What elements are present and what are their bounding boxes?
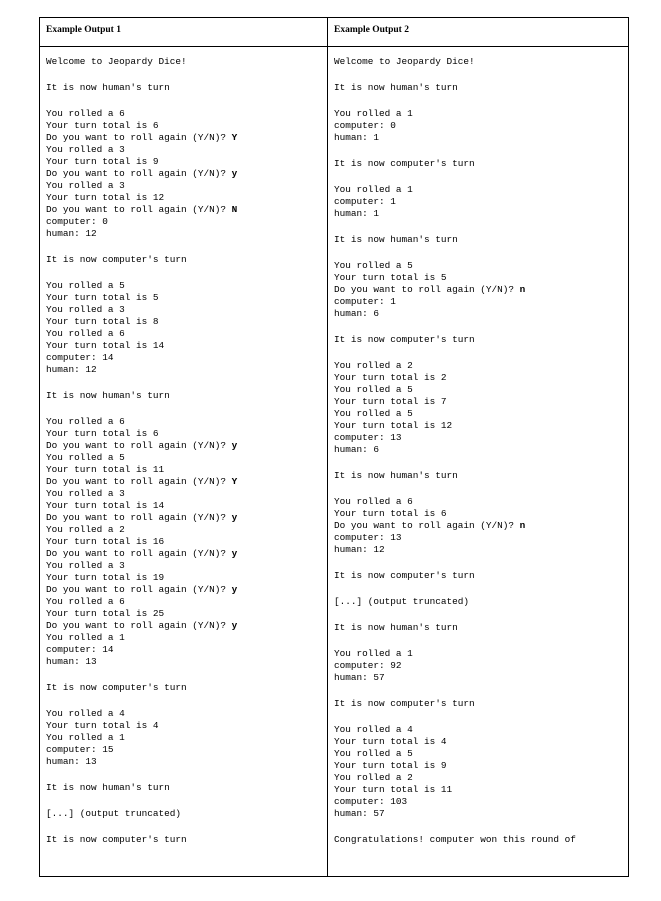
console-line — [46, 120, 327, 132]
console-text: It is now computer's turn — [334, 570, 475, 581]
console-line — [46, 584, 327, 596]
console-line — [46, 304, 327, 316]
console-line — [334, 470, 628, 482]
console-line — [46, 452, 327, 464]
console-text: human: 1 — [334, 132, 380, 143]
blank-line — [334, 94, 628, 108]
blank-line — [334, 634, 628, 648]
console-line — [46, 216, 327, 228]
console-text: Your turn total is 16 — [46, 536, 165, 547]
console-text: Do you want to roll again (Y/N)? — [46, 476, 232, 487]
console-text: human: 12 — [46, 364, 97, 375]
console-text: Your turn total is 14 — [46, 340, 165, 351]
user-input-text: y — [231, 440, 238, 451]
console-text: It is now computer's turn — [334, 698, 475, 709]
console-line — [334, 360, 628, 372]
console-line — [46, 156, 327, 168]
console-line — [46, 782, 327, 794]
console-line — [46, 390, 327, 402]
user-input-text: N — [231, 204, 238, 215]
console-line — [46, 204, 327, 216]
console-text: Do you want to roll again (Y/N)? — [46, 548, 232, 559]
user-input-text: n — [519, 520, 526, 531]
console-line — [334, 622, 628, 634]
console-line — [46, 644, 327, 656]
console-text: You rolled a 3 — [46, 304, 125, 315]
console-line — [334, 660, 628, 672]
example-output-1-console — [40, 47, 328, 876]
blank-line — [334, 710, 628, 724]
console-text: You rolled a 5 — [334, 260, 413, 271]
console-line — [334, 698, 628, 710]
console-text: Your turn total is 19 — [46, 572, 165, 583]
console-text: Your turn total is 4 — [334, 736, 447, 747]
console-text: It is now human's turn — [46, 782, 170, 793]
console-line — [334, 196, 628, 208]
example-output-2-console — [328, 47, 628, 876]
console-text: You rolled a 5 — [334, 408, 413, 419]
console-text: You rolled a 1 — [334, 184, 413, 195]
console-line — [46, 488, 327, 500]
console-line — [334, 132, 628, 144]
console-line — [334, 808, 628, 820]
console-text: human: 12 — [46, 228, 97, 239]
console-line — [46, 682, 327, 694]
console-line — [334, 296, 628, 308]
console-line — [334, 158, 628, 170]
console-line — [46, 608, 327, 620]
blank-line — [46, 820, 327, 834]
blank-line — [334, 246, 628, 260]
console-line — [334, 520, 628, 532]
console-text: It is now human's turn — [46, 82, 170, 93]
console-text: You rolled a 6 — [46, 416, 125, 427]
console-line — [46, 632, 327, 644]
console-line — [46, 572, 327, 584]
console-line — [46, 512, 327, 524]
console-line — [334, 648, 628, 660]
console-text: It is now human's turn — [334, 234, 458, 245]
console-text: [...] (output truncated) — [46, 808, 182, 819]
console-text: Your turn total is 6 — [334, 508, 447, 519]
console-text: You rolled a 3 — [46, 560, 125, 571]
console-text: Do you want to roll again (Y/N)? — [334, 520, 520, 531]
console-line — [46, 280, 327, 292]
console-text: You rolled a 5 — [334, 384, 413, 395]
console-text: Your turn total is 5 — [334, 272, 447, 283]
console-text: You rolled a 5 — [46, 452, 125, 463]
console-text: You rolled a 2 — [334, 360, 413, 371]
console-line — [334, 308, 628, 320]
console-line — [334, 82, 628, 94]
console-line — [334, 532, 628, 544]
blank-line — [46, 694, 327, 708]
console-text: You rolled a 5 — [46, 280, 125, 291]
blank-line — [46, 68, 327, 82]
console-text: Your turn total is 6 — [46, 120, 159, 131]
console-text: human: 13 — [46, 656, 97, 667]
console-line — [46, 254, 327, 266]
console-line — [46, 168, 327, 180]
console-line — [334, 234, 628, 246]
console-line — [46, 560, 327, 572]
header-example-output-1: Example Output 1 — [40, 18, 328, 46]
console-text: Your turn total is 7 — [334, 396, 447, 407]
console-text: You rolled a 6 — [46, 108, 125, 119]
console-text: You rolled a 3 — [46, 488, 125, 499]
example-output-table — [39, 17, 629, 877]
console-line — [46, 340, 327, 352]
console-line — [46, 192, 327, 204]
blank-line — [334, 820, 628, 834]
console-line — [46, 476, 327, 488]
console-line — [46, 656, 327, 668]
console-text: computer: 1 — [334, 296, 396, 307]
console-line — [334, 444, 628, 456]
console-line — [334, 544, 628, 556]
console-line — [46, 500, 327, 512]
console-text: It is now human's turn — [46, 390, 170, 401]
console-text: You rolled a 4 — [334, 724, 413, 735]
blank-line — [334, 320, 628, 334]
console-line — [46, 316, 327, 328]
console-text: computer: 0 — [46, 216, 108, 227]
console-text: human: 57 — [334, 808, 385, 819]
console-text: Your turn total is 8 — [46, 316, 159, 327]
console-text: human: 6 — [334, 444, 380, 455]
table-header-row — [40, 18, 628, 47]
console-text: You rolled a 6 — [46, 328, 125, 339]
blank-line — [46, 668, 327, 682]
console-text: You rolled a 6 — [334, 496, 413, 507]
console-line — [46, 428, 327, 440]
console-text: Do you want to roll again (Y/N)? — [46, 584, 232, 595]
console-text: It is now human's turn — [334, 470, 458, 481]
console-line — [334, 736, 628, 748]
console-text: Your turn total is 11 — [334, 784, 453, 795]
console-text: You rolled a 2 — [334, 772, 413, 783]
blank-line — [334, 608, 628, 622]
console-text: You rolled a 1 — [334, 648, 413, 659]
console-line — [334, 408, 628, 420]
console-text: It is now human's turn — [334, 622, 458, 633]
console-text: Do you want to roll again (Y/N)? — [46, 204, 232, 215]
console-line — [334, 596, 628, 608]
blank-line — [46, 94, 327, 108]
console-line — [334, 796, 628, 808]
console-line — [46, 536, 327, 548]
console-line — [46, 464, 327, 476]
console-text: human: 6 — [334, 308, 380, 319]
console-text: It is now computer's turn — [334, 334, 475, 345]
user-input-text: y — [231, 168, 238, 179]
console-line — [334, 672, 628, 684]
console-text: Your turn total is 9 — [46, 156, 159, 167]
console-text: You rolled a 3 — [46, 144, 125, 155]
blank-line — [334, 220, 628, 234]
console-text: You rolled a 2 — [46, 524, 125, 535]
console-text: You rolled a 3 — [46, 180, 125, 191]
console-line — [334, 834, 628, 846]
console-text: human: 12 — [334, 544, 385, 555]
blank-line — [46, 402, 327, 416]
console-line — [46, 720, 327, 732]
console-line — [334, 760, 628, 772]
blank-line — [46, 768, 327, 782]
user-input-text: y — [231, 620, 238, 631]
console-line — [334, 108, 628, 120]
console-line — [334, 384, 628, 396]
console-text: It is now computer's turn — [46, 834, 187, 845]
console-text: Do you want to roll again (Y/N)? — [46, 168, 232, 179]
user-input-text: y — [231, 512, 238, 523]
user-input-text: Y — [231, 132, 238, 143]
console-text: It is now human's turn — [334, 82, 458, 93]
console-line — [334, 496, 628, 508]
blank-line — [334, 482, 628, 496]
console-text: computer: 103 — [334, 796, 408, 807]
console-line — [46, 108, 327, 120]
console-line — [334, 748, 628, 760]
console-text: Welcome to Jeopardy Dice! — [334, 56, 475, 67]
console-line — [334, 570, 628, 582]
console-text: Your turn total is 4 — [46, 720, 159, 731]
console-text: Congratulations! computer won this round of — [334, 834, 576, 845]
blank-line — [334, 582, 628, 596]
table-body-row — [40, 47, 628, 876]
console-line — [334, 334, 628, 346]
user-input-text: Y — [231, 476, 238, 487]
console-text: Your turn total is 12 — [334, 420, 453, 431]
console-text: computer: 15 — [46, 744, 114, 755]
console-line — [334, 784, 628, 796]
user-input-text: y — [231, 548, 238, 559]
console-line — [46, 756, 327, 768]
console-text: You rolled a 4 — [46, 708, 125, 719]
console-line — [46, 744, 327, 756]
console-line — [334, 396, 628, 408]
blank-line — [334, 346, 628, 360]
user-input-text: n — [519, 284, 526, 295]
console-line — [46, 732, 327, 744]
console-text: Your turn total is 11 — [46, 464, 165, 475]
console-line — [46, 82, 327, 94]
console-line — [334, 772, 628, 784]
console-text: Do you want to roll again (Y/N)? — [334, 284, 520, 295]
blank-line — [334, 684, 628, 698]
console-text: computer: 13 — [334, 432, 402, 443]
console-text: It is now computer's turn — [334, 158, 475, 169]
console-text: human: 13 — [46, 756, 97, 767]
console-line — [46, 292, 327, 304]
console-line — [46, 228, 327, 240]
console-line — [334, 508, 628, 520]
console-text: Welcome to Jeopardy Dice! — [46, 56, 187, 67]
blank-line — [334, 144, 628, 158]
console-text: [...] (output truncated) — [334, 596, 470, 607]
console-line — [46, 834, 327, 846]
console-line — [46, 808, 327, 820]
console-line — [46, 620, 327, 632]
console-text: computer: 13 — [334, 532, 402, 543]
console-text: computer: 1 — [334, 196, 396, 207]
console-line — [334, 184, 628, 196]
console-text: computer: 92 — [334, 660, 402, 671]
blank-line — [334, 556, 628, 570]
console-line — [334, 372, 628, 384]
console-text: human: 1 — [334, 208, 380, 219]
console-line — [334, 260, 628, 272]
console-text: Your turn total is 12 — [46, 192, 165, 203]
console-text: It is now computer's turn — [46, 254, 187, 265]
console-text: computer: 14 — [46, 352, 114, 363]
console-text: human: 57 — [334, 672, 385, 683]
blank-line — [334, 68, 628, 82]
console-text: It is now computer's turn — [46, 682, 187, 693]
console-text: computer: 14 — [46, 644, 114, 655]
console-line — [334, 208, 628, 220]
console-text: Your turn total is 9 — [334, 760, 447, 771]
console-text: computer: 0 — [334, 120, 396, 131]
blank-line — [46, 266, 327, 280]
user-input-text: y — [231, 584, 238, 595]
console-line — [46, 364, 327, 376]
console-line — [46, 708, 327, 720]
blank-line — [46, 794, 327, 808]
console-line — [334, 724, 628, 736]
console-line — [334, 120, 628, 132]
console-line — [46, 132, 327, 144]
console-text: Do you want to roll again (Y/N)? — [46, 440, 232, 451]
console-text: Do you want to roll again (Y/N)? — [46, 132, 232, 143]
console-text: You rolled a 1 — [46, 632, 125, 643]
blank-line — [46, 240, 327, 254]
blank-line — [334, 456, 628, 470]
console-line — [46, 56, 327, 68]
console-line — [334, 284, 628, 296]
console-text: Do you want to roll again (Y/N)? — [46, 620, 232, 631]
console-line — [46, 416, 327, 428]
console-line — [46, 548, 327, 560]
console-line — [46, 440, 327, 452]
console-line — [46, 352, 327, 364]
console-text: You rolled a 6 — [46, 596, 125, 607]
console-line — [46, 180, 327, 192]
console-text: Your turn total is 2 — [334, 372, 447, 383]
console-text: You rolled a 5 — [334, 748, 413, 759]
console-line — [334, 56, 628, 68]
console-line — [334, 272, 628, 284]
console-text: You rolled a 1 — [334, 108, 413, 119]
console-line — [46, 328, 327, 340]
console-text: Your turn total is 5 — [46, 292, 159, 303]
console-line — [46, 524, 327, 536]
console-text: Your turn total is 14 — [46, 500, 165, 511]
console-text: You rolled a 1 — [46, 732, 125, 743]
console-line — [334, 432, 628, 444]
blank-line — [46, 376, 327, 390]
header-example-output-2: Example Output 2 — [334, 25, 409, 35]
console-text: Your turn total is 6 — [46, 428, 159, 439]
console-line — [334, 420, 628, 432]
console-text: Your turn total is 25 — [46, 608, 165, 619]
console-line — [46, 144, 327, 156]
console-text: Do you want to roll again (Y/N)? — [46, 512, 232, 523]
console-line — [46, 596, 327, 608]
blank-line — [334, 170, 628, 184]
